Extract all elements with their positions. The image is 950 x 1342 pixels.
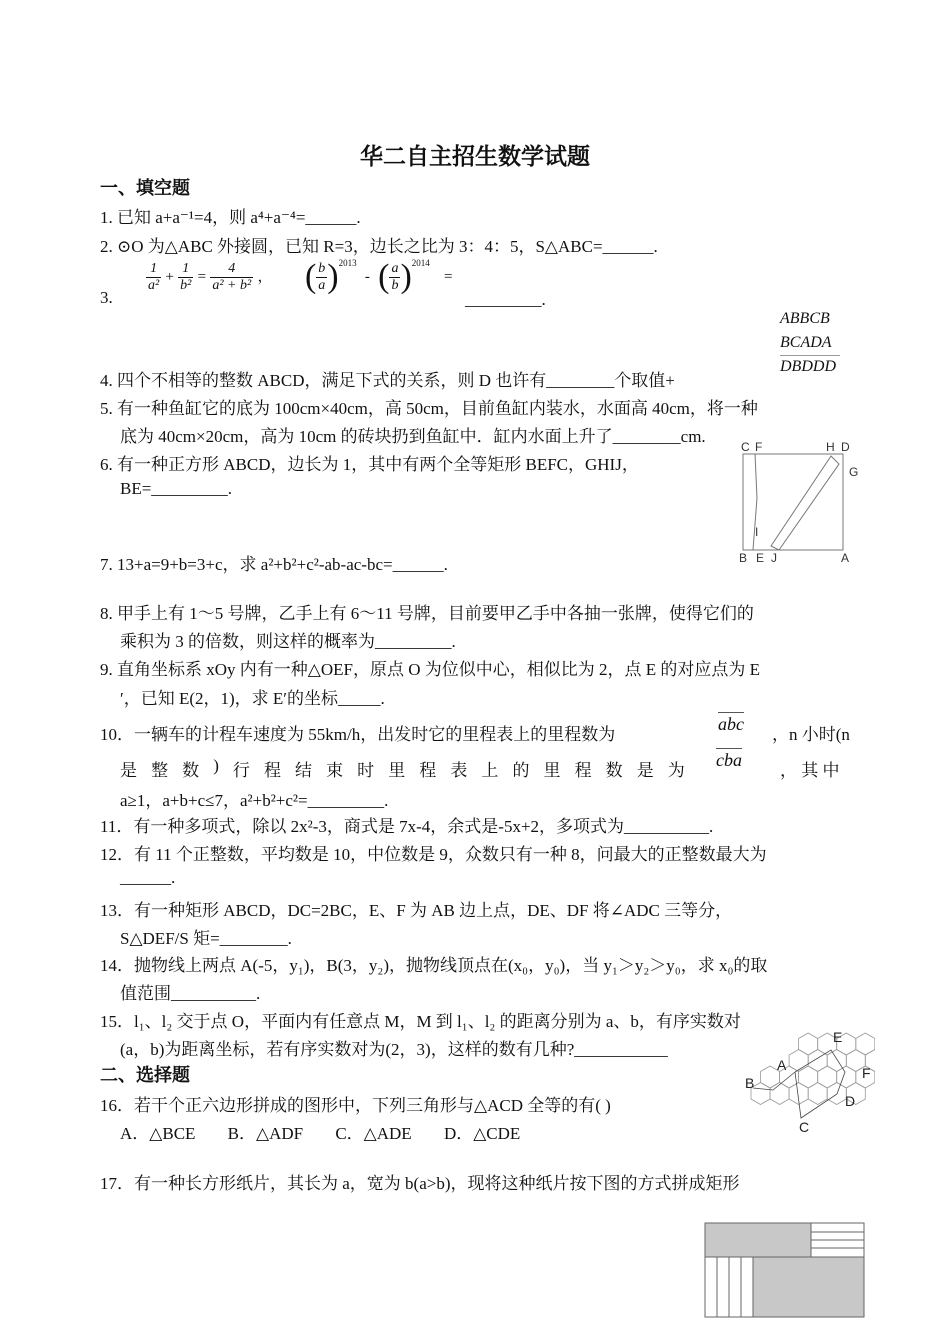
question-10-char: 程 [263,761,281,780]
section-heading-choice: 二、选择题 [100,1065,190,1085]
label-d: D [845,1093,856,1109]
question-8-line2: 乘积为 3 的倍数，则这样的概率为_________. [120,632,456,651]
question-10-char: 行 [232,761,250,780]
question-15-line2: (a，b)为距离坐标，若有序实数对为(2，3)，这样的数有几种?___________ [120,1040,668,1059]
question-10-char: 时 [357,761,375,780]
hexagon [837,1066,856,1088]
question-10-char: 程 [419,761,437,780]
question-10-char: 为 [667,761,685,780]
label-i: I [755,525,759,539]
question-16-options [120,1119,520,1144]
label-f: F [755,440,763,454]
question-3-number: 3. [100,288,113,307]
label-f: F [862,1065,871,1081]
label-g: G [849,465,859,479]
square-figure [735,438,865,568]
question-1: 1. 已知 a+a⁻¹=4，则 a⁴+a⁻⁴=______. [100,208,361,227]
question-2: 2. ⊙O 为△ABC 外接圆，已知 R=3，边长之比为 3：4：5，S△ABC=______. [100,237,658,256]
label-b: B [739,551,748,565]
question-5-line1: 5. 有一种鱼缸它的底为 100cm×40cm，高 50cm，目前鱼缸内装水，水面高 40cm，将一种 [100,399,758,418]
question-3-blank: _________. [465,290,546,309]
question-16: 16．若干个正六边形拼成的图形中，下列三角形与△ACD 全等的有( ) [100,1096,611,1115]
question-10-line2b: ， 其 中 [780,761,840,780]
hexagon [808,1083,827,1105]
hexagon [818,1066,837,1088]
question-10-char: 是 [120,761,137,780]
question-10-char: 整 [151,761,169,780]
question-6-line1: 6. 有一种正方形 ABCD，边长为 1，其中有两个全等矩形 BEFC，GHIJ， [100,455,639,474]
question-15-line1: 15．l₁、l₂ 交于点 O，平面内有任意点 M，M 到 l₁、l₂ 的距离分别为 a、b，有序实数对 [100,1012,741,1031]
question-10-char: 上 [481,761,499,780]
question-10-char: 结 [295,761,313,780]
hexagon [789,1050,808,1072]
question-8-line1: 8. 甲手上有 1～5 号牌，乙手上有 6～11 号牌，目前要甲乙手中各抽一张牌，使得它们的 [100,604,754,623]
question-10-char: 的 [512,761,530,780]
label-c: C [799,1119,810,1135]
question-11: 11．有一种多项式，除以 2x²-3，商式是 7x-4，余式是-5x+2，多项式为__________. [100,817,714,836]
question-12-line1: 12．有 11 个正整数，平均数是 10，中位数是 9，众数只有一种 8，问最大的正整数最大为 [100,845,767,864]
page-title: 华二自主招生数学试题 [360,144,590,169]
question-13-line1: 13．有一种矩形 ABCD，DC=2BC，E、F 为 AB 边上点，DE、DF 将∠ADC 三等分， [100,901,733,920]
question-7: 7. 13+a=9+b=3+c，求 a²+b²+c²-ab-ac-bc=______. [100,555,448,574]
question-10-char: 里 [388,761,406,780]
question-10-char: 是 [636,761,654,780]
question-10-char: 数 [605,761,623,780]
option-d: D．△CDE [443,1124,521,1143]
fraction: $\frac{1}{\text{b²}}$ [180,260,192,293]
rectangle-tiling-figure [704,1222,866,1320]
hexagon-figure [735,1022,875,1137]
label-a: A [777,1057,787,1073]
question-10-cba: cba [716,750,742,770]
question-10-char: ) [213,756,219,775]
question-10-line1b: ，n 小时(n [772,725,850,744]
hexagon [856,1033,875,1055]
section-heading-fill-in: 一、填空题 [100,178,190,198]
question-12-line2: ______. [120,868,176,887]
fraction: $\frac{1}{\text{a²}}$ [148,260,160,293]
question-5-line2: 底为 40cm×20cm，高为 10cm 的砖块扔到鱼缸中．缸内水面上升了________cm. [120,427,706,446]
option-a: A．△BCE [120,1124,196,1143]
hexagon [770,1083,789,1105]
question-10-abc: abc [718,714,744,734]
question-10-char: 里 [543,761,561,780]
label-h: H [826,440,835,454]
question-10-line3: a≥1，a+b+c≤7，a²+b²+c²=_________. [120,791,389,810]
question-13-line2: S△DEF/S 矩=________. [120,929,292,948]
label-a: A [841,551,850,565]
label-e: E [756,551,765,565]
label-c: C [741,440,750,454]
question-4: 4. 四个不相等的整数 ABCD，满足下式的关系，则 D 也许有________个取值+ [100,371,675,390]
question-10-line1: 10．一辆车的计程车速度为 55km/h，出发时它的里程表上的里程数为 [100,725,616,744]
question-10-char: 束 [326,761,344,780]
option-b: B．△ADF [227,1124,304,1143]
question-10-char: 程 [574,761,592,780]
label-j: J [771,551,777,565]
fraction: $\frac{4}{\text{a² + b²}}$ [212,260,252,293]
question-4-addition: ABBCB BCADA DBDDD [780,310,840,376]
question-17: 17．有一种长方形纸片，其长为 a，宽为 b(a>b)，现将这种纸片按下图的方式拼成矩形 [100,1174,740,1193]
option-c: C．△ADE [335,1124,412,1143]
question-9-line2: ′，已知 E(2，1)，求 E′的坐标_____. [120,689,385,708]
hexagon [827,1083,846,1105]
hexagon [799,1066,818,1088]
question-10-char: 表 [450,761,468,780]
label-b: B [745,1075,755,1091]
label-e: E [833,1029,843,1045]
question-9-line1: 9. 直角坐标系 xOy 内有一种△OEF，原点 O 为位似中心，相似比为 2，点 E 的对应点为 E [100,660,761,679]
question-6-line2: BE=_________. [120,479,233,498]
label-d: D [841,440,850,454]
question-10-line2 [120,756,685,781]
question-3-formula: $\frac{1}{\text{a²}}$ + $\frac{1}{\text{b²}}$ = $\frac{4}{\text{a² + b²}}$ ， ( $\frac{b}{a}$ )$^{2013}$ - ( $\frac{a}{b}$ )$^{2014}$ = [148,258,453,295]
question-14-line1: 14．抛物线上两点 A(-5，y₁)，B(3，y₂)，抛物线顶点在(x₀，y₀)，当 y₁＞y₂＞y₀，求 x₀的取 [100,956,768,975]
hexagon [827,1050,846,1072]
hexagon [799,1033,818,1055]
hexagon [808,1050,827,1072]
question-14-line2: 值范围__________. [120,984,261,1003]
question-10-char: 数 [182,761,200,780]
